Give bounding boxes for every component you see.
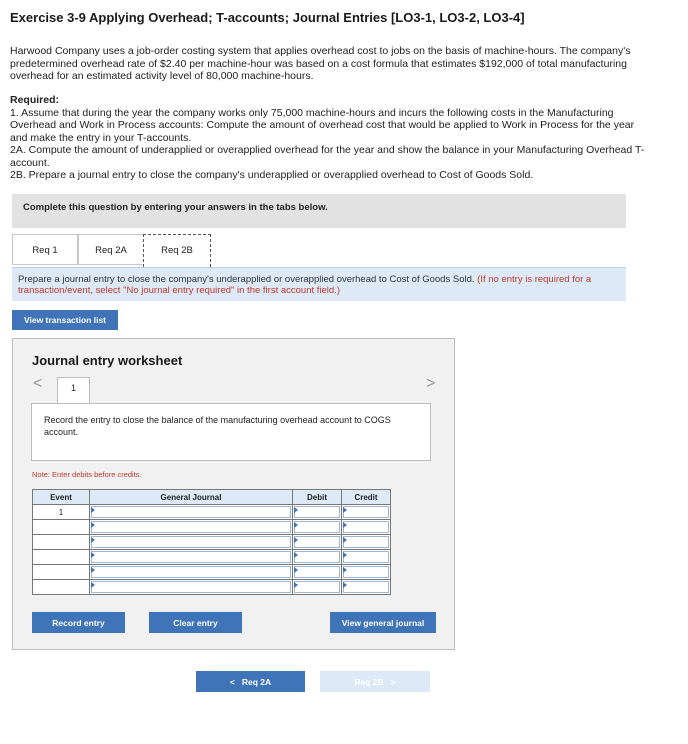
tab-req-2b[interactable]: Req 2B bbox=[143, 234, 211, 267]
event-cell bbox=[33, 580, 90, 595]
event-cell bbox=[33, 550, 90, 565]
event-cell: 1 bbox=[33, 505, 90, 520]
dropdown-caret-icon bbox=[294, 567, 298, 573]
dropdown-caret-icon bbox=[91, 537, 95, 543]
chevron-left-icon[interactable]: < bbox=[33, 375, 43, 392]
event-cell bbox=[33, 565, 90, 580]
record-instruction-box bbox=[31, 403, 431, 461]
account-select[interactable] bbox=[90, 580, 293, 595]
chevron-right-icon[interactable]: > bbox=[426, 375, 436, 392]
dropdown-caret-icon bbox=[91, 567, 95, 573]
dropdown-caret-icon bbox=[343, 537, 347, 543]
record-entry-button[interactable]: Record entry bbox=[32, 612, 125, 633]
table-row bbox=[33, 505, 391, 520]
credit-input[interactable] bbox=[342, 535, 391, 550]
required-section bbox=[10, 94, 650, 182]
debit-input[interactable] bbox=[293, 535, 342, 550]
dropdown-caret-icon bbox=[91, 582, 95, 588]
required-heading: Required: bbox=[10, 94, 60, 106]
prev-req-button[interactable] bbox=[196, 671, 305, 692]
record-instruction-text: Record the entry to close the balance of the manufacturing overhead account to COGS account. bbox=[44, 415, 391, 437]
table-row bbox=[33, 580, 391, 595]
clear-entry-button[interactable]: Clear entry bbox=[149, 612, 242, 633]
page-title: Exercise 3-9 Applying Overhead; T-accounts; Journal Entries [LO3-1, LO3-2, LO3-4] bbox=[10, 10, 525, 25]
dropdown-caret-icon bbox=[343, 552, 347, 558]
dropdown-caret-icon bbox=[294, 522, 298, 528]
prev-req-label: Req 2A bbox=[241, 676, 272, 687]
dropdown-caret-icon bbox=[343, 522, 347, 528]
next-req-label: Req 2B bbox=[354, 676, 384, 687]
table-row bbox=[33, 520, 391, 535]
view-transaction-list-button[interactable]: View transaction list bbox=[12, 310, 118, 330]
debits-note: Note: Enter debits before credits. bbox=[32, 470, 142, 479]
required-item-1: 1. Assume that during the year the company works only 75,000 machine-hours and incurs the following costs in the Manufacturing Overhead and Work in Process accounts: Compute the amount of overhead cost that would be applied to Work in Process for the year and make the entry in your T-accounts. bbox=[10, 106, 635, 144]
col-debit: Debit bbox=[293, 490, 342, 505]
account-select[interactable] bbox=[90, 565, 293, 580]
journal-entry-worksheet bbox=[12, 338, 455, 650]
dropdown-caret-icon bbox=[294, 537, 298, 543]
credit-input[interactable] bbox=[342, 520, 391, 535]
chevron-right-icon: > bbox=[390, 676, 396, 687]
required-item-2a: 2A. Compute the amount of underapplied or overapplied overhead for the year and show the balance in your Manufacturing Overhead T-account. bbox=[10, 144, 645, 169]
chevron-left-icon: < bbox=[229, 676, 235, 687]
event-cell bbox=[33, 535, 90, 550]
table-row bbox=[33, 565, 391, 580]
credit-input[interactable] bbox=[342, 550, 391, 565]
account-select[interactable] bbox=[90, 535, 293, 550]
view-general-journal-button[interactable]: View general journal bbox=[330, 612, 436, 633]
instruction-text: Complete this question by entering your answers in the tabs below. bbox=[23, 202, 328, 213]
account-select[interactable] bbox=[90, 505, 293, 520]
tab-req-2a[interactable]: Req 2A bbox=[78, 234, 144, 265]
table-row bbox=[33, 535, 391, 550]
dropdown-caret-icon bbox=[294, 552, 298, 558]
col-credit: Credit bbox=[342, 490, 391, 505]
dropdown-caret-icon bbox=[294, 582, 298, 588]
question-prompt bbox=[12, 267, 626, 301]
prompt-main: Prepare a journal entry to close the company's underapplied or overapplied overhead to Cost of Goods Sold. bbox=[18, 274, 475, 285]
worksheet-title: Journal entry worksheet bbox=[32, 353, 183, 368]
debit-input[interactable] bbox=[293, 505, 342, 520]
col-general-journal: General Journal bbox=[90, 490, 293, 505]
credit-input[interactable] bbox=[342, 505, 391, 520]
worksheet-page-tab[interactable]: 1 bbox=[57, 377, 90, 403]
dropdown-caret-icon bbox=[343, 507, 347, 513]
instruction-bar bbox=[12, 194, 626, 228]
journal-table bbox=[32, 489, 391, 595]
debit-input[interactable] bbox=[293, 520, 342, 535]
account-select[interactable] bbox=[90, 520, 293, 535]
table-row bbox=[33, 550, 391, 565]
debit-input[interactable] bbox=[293, 565, 342, 580]
intro-text: Harwood Company uses a job-order costing system that applies overhead cost to jobs on the basis of machine-hours. The company's predetermined overhead rate of $2.40 per machine-hour was based on a cost formula that estimates $192,000 of total manufacturing overhead for an estimated activity level of 80,000 machine-hours. bbox=[10, 45, 631, 82]
next-req-button[interactable] bbox=[320, 671, 430, 692]
dropdown-caret-icon bbox=[91, 507, 95, 513]
account-select[interactable] bbox=[90, 550, 293, 565]
dropdown-caret-icon bbox=[91, 522, 95, 528]
dropdown-caret-icon bbox=[343, 582, 347, 588]
prompt-hint: (If no entry is required for a transaction/event, select "No journal entry required" in the first account field.) bbox=[18, 274, 592, 296]
debit-input[interactable] bbox=[293, 580, 342, 595]
debit-input[interactable] bbox=[293, 550, 342, 565]
credit-input[interactable] bbox=[342, 580, 391, 595]
dropdown-caret-icon bbox=[91, 552, 95, 558]
required-item-2b: 2B. Prepare a journal entry to close the company's underapplied or overapplied overhead to Cost of Goods Sold. bbox=[10, 169, 534, 181]
dropdown-caret-icon bbox=[294, 507, 298, 513]
event-cell bbox=[33, 520, 90, 535]
tab-req-1[interactable]: Req 1 bbox=[12, 234, 78, 265]
credit-input[interactable] bbox=[342, 565, 391, 580]
dropdown-caret-icon bbox=[343, 567, 347, 573]
col-event: Event bbox=[33, 490, 90, 505]
